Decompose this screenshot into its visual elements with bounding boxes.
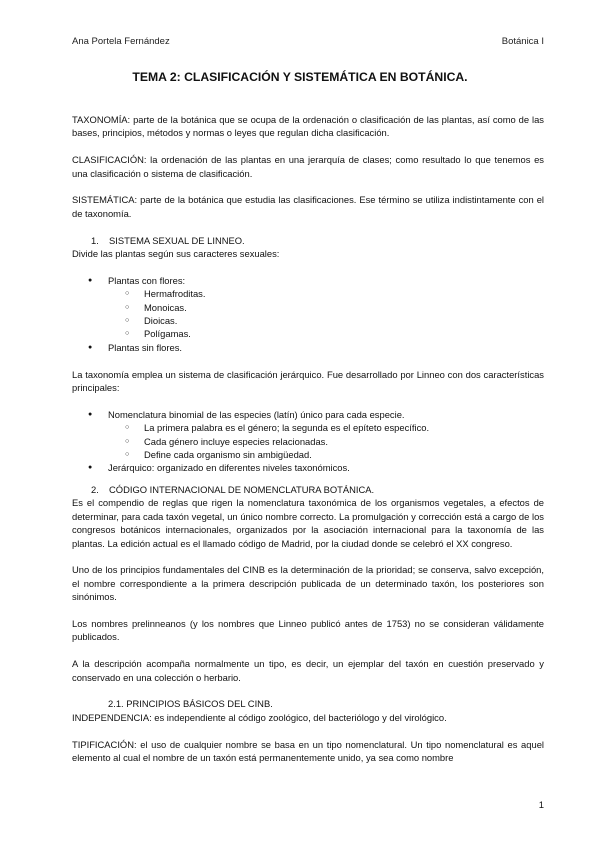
section-2-number: 2.	[91, 483, 99, 495]
characteristics-list	[72, 408, 544, 475]
page-title: TEMA 2: CLASIFICACIÓN Y SISTEMÁTICA EN BOTÁNICA.	[132, 70, 468, 84]
section-2-paragraph-4: A la descripción acompaña normalmente un tipo, es decir, un ejemplar del taxón en cuestión preservado y conservado en una colección o herbario.	[72, 658, 544, 683]
header-course: Botánica I	[501, 36, 544, 47]
section-1-heading	[72, 234, 544, 247]
paragraph-tipificacion: TIPIFICACIÓN: el uso de cualquier nombre se basa en un tipo nomenclatural. Un tipo nomenclatural es aquel elemento al cual el nombre de un taxón está permanentemente unido, ya sea como nombre	[72, 738, 544, 763]
section-1-intro: Divide las plantas según sus caracteres sexuales:	[72, 248, 280, 260]
paragraph-independencia: INDEPENDENCIA: es independiente al código zoológico, del bacteriólogo y del virológico.	[72, 711, 447, 723]
list-item: ● Nomenclatura binomial de las especies (latín) único para cada especie. ○ La primera palabra es el género; la segunda es el epíteto específico. ○ Cada género incluye especies relacionadas. ○ Define cada organismo sin ambigüedad.	[72, 408, 544, 462]
page-number: 1	[538, 800, 544, 811]
section-1-paragraph: La taxonomía emplea un sistema de clasificación jerárquico. Fue desarrollado por Linneo con dos características principales:	[72, 368, 544, 394]
list-item: ● Plantas con flores: ○ Hermafroditas. ○ Monoicas. ○ Dioicas. ○ Polígamas.	[72, 274, 544, 341]
list-item: ○ Polígamas.	[72, 327, 544, 340]
list-item: ○ Define cada organismo sin ambigüedad.	[72, 448, 544, 461]
section-2-title: CÓDIGO INTERNACIONAL DE NOMENCLATURA BOTÁNICA.	[109, 483, 375, 495]
section-2-heading	[72, 483, 544, 496]
linneo-list	[72, 274, 544, 354]
paragraph-taxonomia: TAXONOMÍA: parte de la botánica que se ocupa de la ordenación o clasificación de las plantas, así como de las bases, principios, métodos y normas o leyes que regulan dicha clasificación.	[72, 114, 544, 139]
sublist	[108, 421, 544, 461]
sublist	[108, 287, 544, 341]
section-2-paragraph-2: Uno de los principios fundamentales del CINB es la determinación de la prioridad; se conserva, salvo excepción, el nombre correspondiente a la primera descripción publicada de un determinado taxón, los posteriores son sinónimos.	[72, 564, 544, 603]
list-item: ○ Monoicas.	[72, 301, 544, 314]
header-author: Ana Portela Fernández	[72, 36, 170, 47]
section-2-paragraph-3: Los nombres prelinneanos (y los nombres que Linneo publicó antes de 1753) no se consideran válidamente publicados.	[72, 617, 544, 643]
list-item: ● Plantas sin flores.	[72, 341, 544, 354]
section-1-number: 1.	[91, 234, 99, 246]
list-item: ○ La primera palabra es el género; la segunda es el epíteto específico.	[72, 421, 544, 434]
section-2-paragraph-1: Es el compendio de reglas que rigen la nomenclatura taxonómica de los organismos vegetales, a efectos de determinar, para cada taxón vegetal, un único nombre correcto. La promulgación y corrección está a cargo de los congresos botánicos internacionales, organizados por la asociación internacional para la taxonomía de las plantas. La edición actual es el llamado código de Madrid, por la ciudad donde se celebró el XX congreso.	[72, 497, 544, 549]
section-2-1-heading: 2.1. PRINCIPIOS BÁSICOS DEL CINB.	[108, 698, 273, 710]
list-item: ○ Cada género incluye especies relacionadas.	[72, 435, 544, 448]
section-1-title: SISTEMA SEXUAL DE LINNEO.	[109, 234, 245, 246]
paragraph-clasificacion: CLASIFICACIÓN: la ordenación de las plantas en una jerarquía de clases; como resultado lo que tenemos es una clasificación o sistema de clasificación.	[72, 154, 544, 179]
list-item: ● Jerárquico: organizado en diferentes niveles taxonómicos.	[72, 461, 544, 474]
paragraph-sistematica: SISTEMÁTICA: parte de la botánica que estudia las clasificaciones. Ese término se utiliza indistintamente con el de taxonomía.	[72, 194, 544, 219]
list-item: ○ Dioicas.	[72, 314, 544, 327]
list-item: ○ Hermafroditas.	[72, 287, 544, 300]
document-body	[72, 113, 544, 764]
